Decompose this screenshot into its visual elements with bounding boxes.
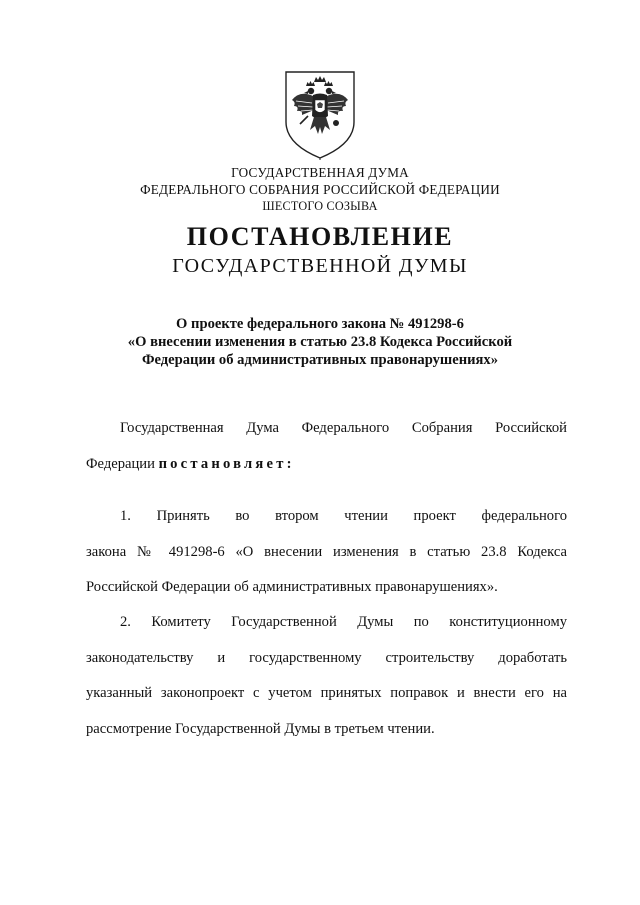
- subject-line3: Федерации об административных правонарушениях»: [141, 352, 499, 368]
- decree-word: постановляет:: [158, 456, 295, 472]
- item2-line2: законодательству и государственному строительству доработать: [86, 650, 567, 666]
- item1-line2: закона № 491298-6 «О внесении изменения в статью 23.8 Кодекса: [86, 544, 567, 560]
- document-subtitle: ГОСУДАРСТВЕННОЙ ДУМЫ: [172, 255, 468, 277]
- item2-line3: указанный законопроект с учетом принятых поправок и внести его на: [86, 685, 567, 701]
- preamble-start: Федерации: [86, 456, 159, 472]
- subject-line1: О проекте федерального закона № 491298-6: [176, 316, 464, 332]
- russian-coat-of-arms-icon: [284, 70, 356, 160]
- org-name-line2: ФЕДЕРАЛЬНОГО СОБРАНИЯ РОССИЙСКОЙ ФЕДЕРАЦИИ: [140, 182, 500, 197]
- org-name-line1: ГОСУДАРСТВЕННАЯ ДУМА: [231, 165, 409, 180]
- preamble-line2: [86, 455, 567, 473]
- preamble-line1: Государственная Дума Федерального Собрания Российской: [120, 420, 567, 436]
- item1-line3: Российской Федерации об административных правонарушениях».: [86, 579, 498, 595]
- item1-line1: 1. Принять во втором чтении проект федерального: [120, 508, 567, 524]
- item2-line1: 2. Комитету Государственной Думы по конституционному: [120, 614, 567, 630]
- document-title: ПОСТАНОВЛЕНИЕ: [186, 222, 454, 251]
- subject-line2: «О внесении изменения в статью 23.8 Кодекса Российской: [127, 334, 513, 350]
- convocation-line: ШЕСТОГО СОЗЫВА: [262, 199, 378, 213]
- item2-line4: рассмотрение Государственной Думы в третьем чтении.: [86, 721, 435, 737]
